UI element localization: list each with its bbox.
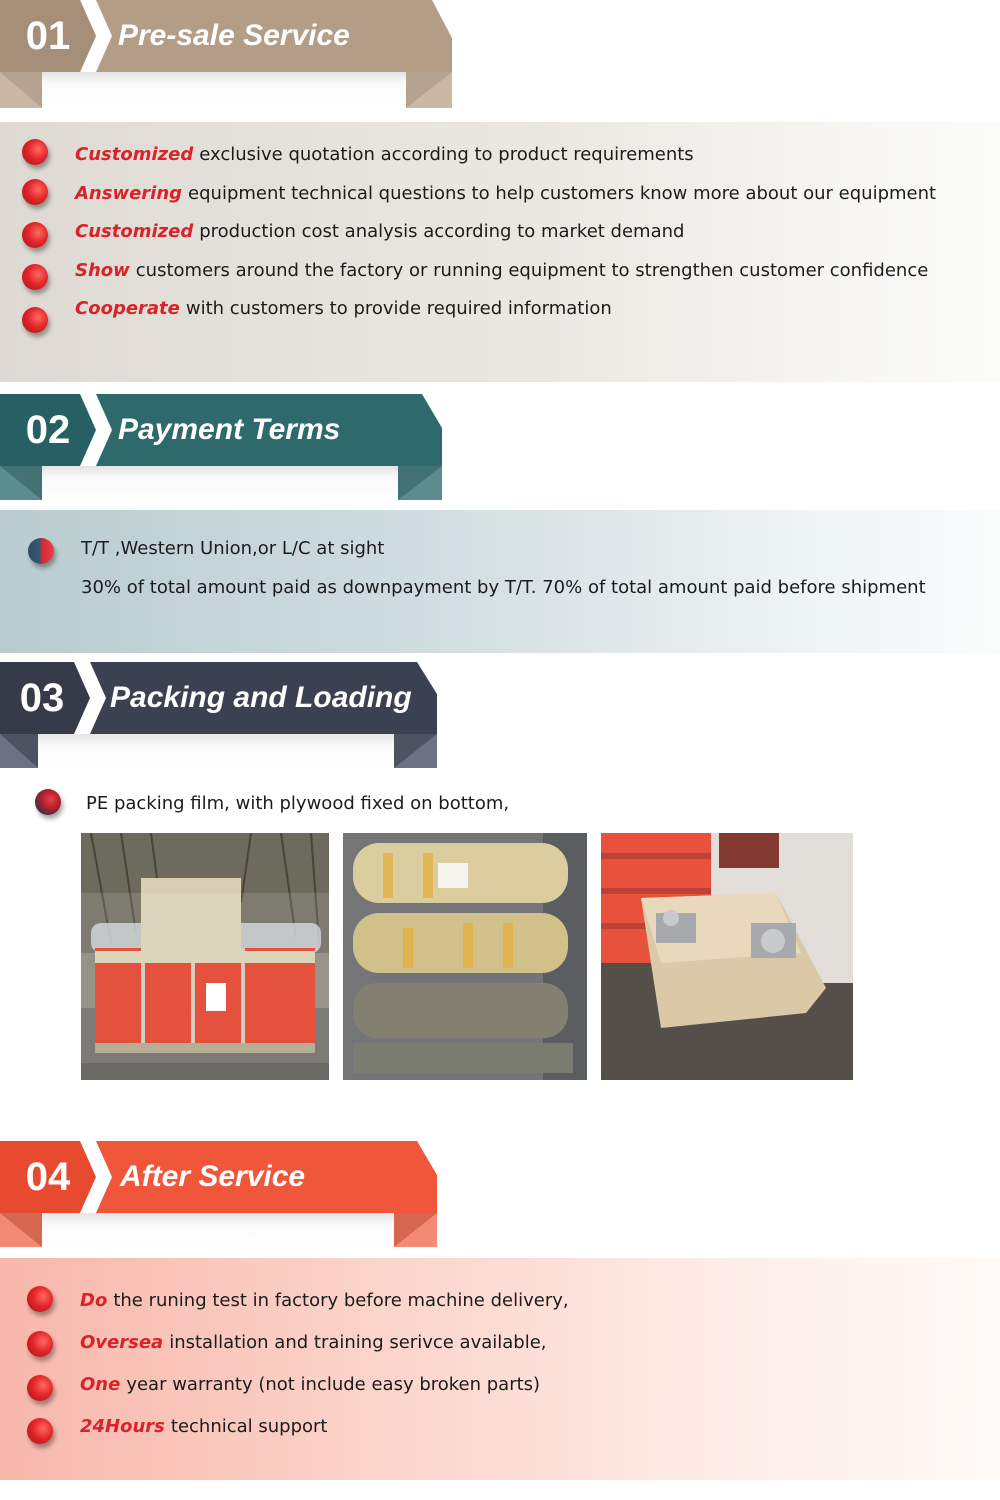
list-item bbox=[75, 144, 694, 165]
bullet-icon bbox=[22, 264, 48, 290]
section-01-number: 01 bbox=[25, 13, 71, 58]
list-item bbox=[80, 1416, 328, 1437]
section-04-legs bbox=[0, 1213, 437, 1247]
section-01-title: Pre-sale Service bbox=[118, 19, 350, 52]
section-03-number: 03 bbox=[19, 675, 65, 720]
section-02-legs bbox=[0, 466, 442, 500]
list-item bbox=[80, 1290, 569, 1311]
section-04-panel bbox=[0, 1258, 1000, 1480]
item-highlight: Answering bbox=[75, 183, 183, 204]
item-text: PE packing film, with plywood fixed on bottom, bbox=[86, 793, 510, 814]
list-item bbox=[80, 1374, 540, 1395]
list-item bbox=[75, 183, 936, 204]
bullet-icon bbox=[22, 179, 48, 205]
bullet-icon bbox=[27, 1375, 53, 1401]
item-highlight: Customized bbox=[75, 221, 194, 242]
section-01-banner bbox=[0, 0, 452, 108]
bullet-icon bbox=[22, 222, 48, 248]
item-text: with customers to provide required information bbox=[185, 298, 612, 319]
section-02-banner bbox=[0, 394, 442, 500]
item-highlight: Oversea bbox=[80, 1332, 164, 1353]
item-highlight: Show bbox=[75, 260, 130, 281]
bullet-icon bbox=[27, 1331, 53, 1357]
item-highlight: Do bbox=[80, 1290, 108, 1311]
list-item bbox=[81, 538, 384, 559]
item-text: the runing test in factory before machine delivery, bbox=[113, 1290, 569, 1311]
section-03-banner bbox=[0, 662, 437, 768]
list-item bbox=[75, 260, 928, 281]
list-item bbox=[80, 1332, 547, 1353]
bullet-icon bbox=[27, 1418, 53, 1444]
item-text: T/T ,Western Union,or L/C at sight bbox=[81, 538, 385, 559]
bullet-icon bbox=[27, 1286, 53, 1312]
item-text: year warranty (not include easy broken parts) bbox=[126, 1374, 541, 1395]
section-01-legs bbox=[0, 72, 452, 108]
list-item bbox=[81, 577, 926, 598]
item-highlight: 24Hours bbox=[80, 1416, 165, 1437]
section-04-title: After Service bbox=[120, 1160, 306, 1193]
list-item bbox=[86, 793, 509, 814]
bullet-icon bbox=[28, 538, 54, 564]
bullet-icon bbox=[22, 139, 48, 165]
bullet-icon bbox=[22, 307, 48, 333]
item-text: technical support bbox=[170, 1416, 328, 1437]
item-text: equipment technical questions to help customers know more about our equipment bbox=[188, 183, 937, 204]
bullet-icon bbox=[35, 789, 61, 815]
rollers-wrapped-photo bbox=[343, 833, 587, 1080]
section-04-banner bbox=[0, 1141, 437, 1247]
section-01-panel bbox=[0, 122, 1000, 382]
section-03-legs bbox=[0, 734, 437, 768]
item-text: exclusive quotation according to product requirements bbox=[199, 144, 694, 165]
machine-wrapped-photo bbox=[81, 833, 329, 1080]
item-highlight: Customized bbox=[75, 144, 194, 165]
item-text: customers around the factory or running equipment to strengthen customer confidence bbox=[135, 260, 929, 281]
item-highlight: One bbox=[80, 1374, 121, 1395]
section-02-number: 02 bbox=[25, 407, 71, 452]
section-02-panel bbox=[0, 510, 1000, 653]
item-text: 30% of total amount paid as downpayment by T/T. 70% of total amount paid before shipment bbox=[81, 577, 926, 598]
section-03-title: Packing and Loading bbox=[110, 681, 412, 714]
item-highlight: Cooperate bbox=[75, 298, 180, 319]
plywood-base-photo bbox=[601, 833, 853, 1080]
item-text: production cost analysis according to market demand bbox=[199, 221, 685, 242]
section-02-title: Payment Terms bbox=[118, 413, 341, 446]
section-04-number: 04 bbox=[25, 1154, 71, 1199]
list-item bbox=[75, 221, 684, 242]
item-text: installation and training serivce available, bbox=[169, 1332, 547, 1353]
list-item bbox=[75, 298, 612, 319]
